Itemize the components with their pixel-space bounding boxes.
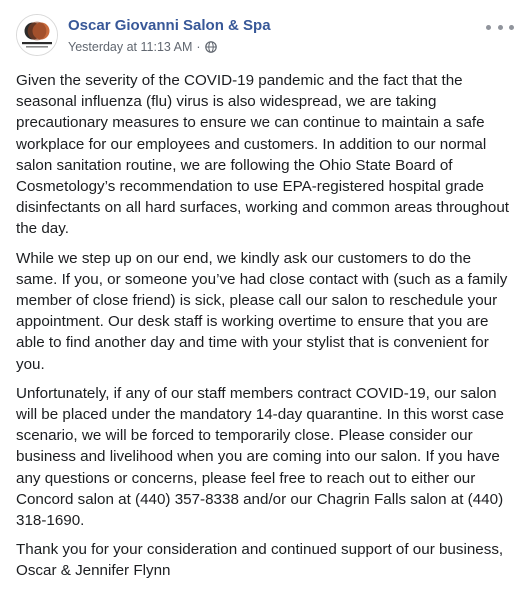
globe-icon[interactable] [205,41,217,53]
meta-separator: · [196,40,201,54]
more-options-icon[interactable] [486,18,514,36]
post-body [16,70,516,590]
more-dot [509,25,514,30]
more-dot [498,25,503,30]
avatar[interactable] [16,14,58,56]
post-paragraph-3: Unfortunately, if any of our staff members contract COVID-19, our salon will be placed under the mandatory 14-day quarantine. In this worst case scenario, we will be forced to temporarily close. Please consider our business and livelihood when you are coming into our salon. If you have any questions or concerns, please feel free to reach out to either our Concord salon at (440) 357-8338 and/or our Chagrin Falls salon at (440) 318-1690. [16,384,504,530]
post-paragraph-4: Thank you for your consideration and continued support of our business, Oscar & Jennifer Flynn [16,541,504,580]
salon-logo-icon [17,15,57,55]
post-timestamp[interactable]: Yesterday at 11:13 AM [68,40,193,54]
post-header [16,14,514,58]
page-name-link[interactable]: Oscar Giovanni Salon & Spa [68,17,271,34]
more-dot [486,25,491,30]
post-paragraph-2: While we step up on our end, we kindly ask our customers to do the same. If you, or someone you’ve had close contact with (such as a family member of close friend) is sick, please call our salon to reschedule your appointment. Our desk staff is working overtime to ensure that you are able to find another day and time with your stylist that is convenient for you. [16,249,508,373]
post-paragraph-1: Given the severity of the COVID-19 pandemic and the fact that the seasonal influenza (flu) virus is also widespread, we are taking precautionary measures to ensure we can continue to maintain a safe workplace for our employees and customers. In addition to our normal salon sanitation routine, we are following the Ohio State Board of Cosmetology’s recommendation to use EPA-registered hospital grade disinfectants on all hard surfaces, working and common areas throughout the day. [16,72,510,238]
post-meta [68,40,217,54]
